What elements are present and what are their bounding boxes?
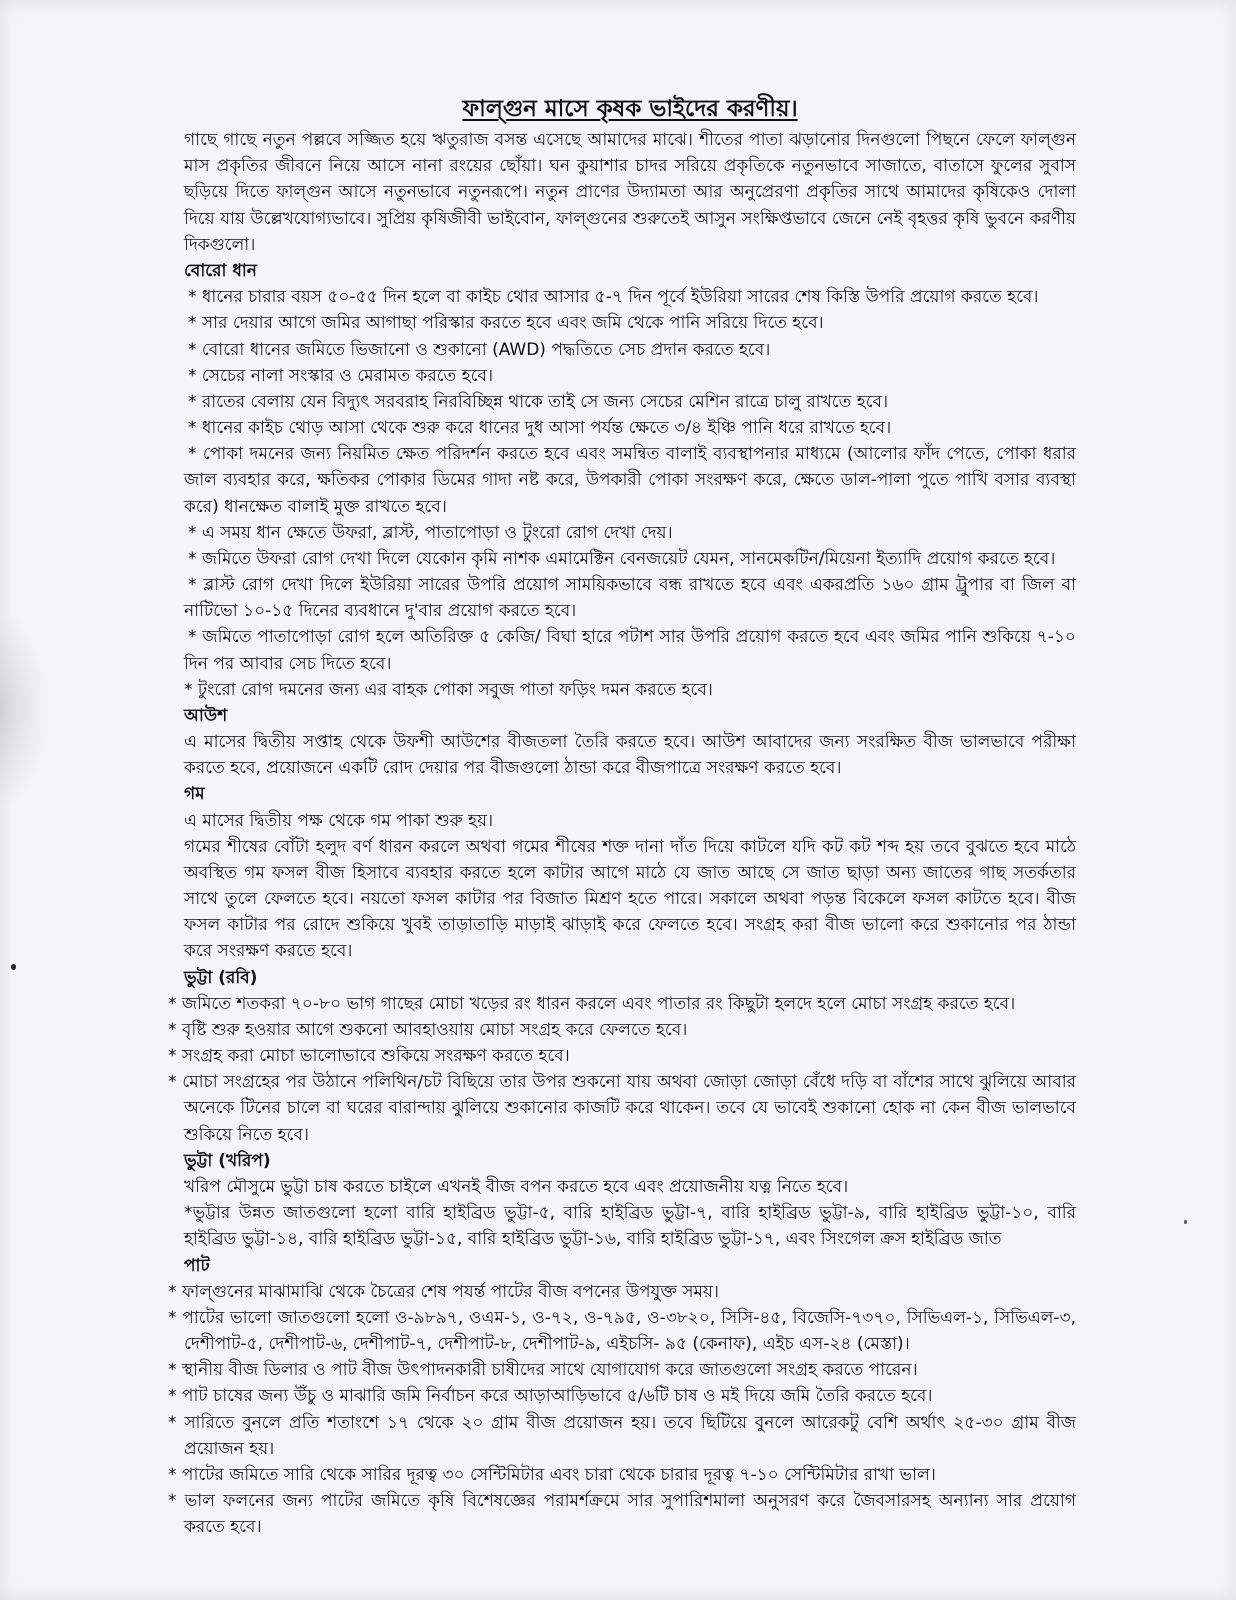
- boro-item: * সার দেয়ার আগে জমির আগাছা পরিস্কার করতে হবে এবং জমি থেকে পানি সরিয়ে দিতে হবে।: [188, 313, 824, 334]
- section-heading-jute: পাট: [184, 1255, 210, 1276]
- boro-item: * ধানের চারার বয়স ৫০-৫৫ দিন হলে বা কাইচ থোর আসার ৫-৭ দিন পূর্বে ইউরিয়া সারের শেষ কিস্তি উপরি প্রয়োগ করতে হবে।: [188, 287, 1039, 308]
- section-heading-maize-rabi: ভুট্টা (রবি): [184, 967, 258, 988]
- document-title: ফাল্গুন মাসে কৃষক ভাইদের করণীয়।: [462, 96, 798, 122]
- boro-item: * এ সময় ধান ক্ষেতে উফরা, ব্লাস্ট, পাতাপোড়া ও টুংরো রোগ দেখা দেয়।: [188, 522, 673, 543]
- jute-item: * সারিতে বুনলে প্রতি শতাংশে ১৭ থেকে ২০ গ্রাম বীজ প্রয়োজন হয়। তবে ছিটিয়ে বুনলে আরেকটু বেশি অর্থাৎ ২৫-৩০ গ্রাম বীজ প্রয়োজন হয়।: [168, 1412, 1076, 1459]
- section-heading-maize-kharif: ভুট্টা (খরিপ): [184, 1150, 271, 1171]
- maize-kharif-line: খরিপ মৌসুমে ভুট্টা চাষ করতে চাইলে এখনই বীজ বপন করতে হবে এবং প্রয়োজনীয় যত্ন নিতে হবে।: [184, 1177, 849, 1197]
- maize-rabi-item: * মোচা সংগ্রহের পর উঠানে পলিথিন/চট বিছিয়ে তার উপর শুকনো যায় অথবা জোড়া জোড়া বেঁধে দড়ি বা বাঁশের সাথে ঝুলিয়ে আবার অনেকে টিনের চালে বা ঘরের বারান্দায় ঝুলিয়ে শুকানোর কাজটি করে থাকেন। তবে যে ভাবেই শুকানো হোক না কেন বীজ ভালভাবে শুকিয়ে নিতে হবে।: [168, 1072, 1076, 1145]
- boro-item: * সেচের নালা সংস্কার ও মেরামত করতে হবে।: [188, 365, 494, 386]
- wheat-line: এ মাসের দ্বিতীয় পক্ষ থেকে গম পাকা শুরু হয়।: [184, 810, 494, 831]
- boro-item: * ধানের কাইচ থোড় আসা থেকে শুরু করে ধানের দুধ আসা পর্যন্ত ক্ষেতে ৩/৪ ইঞ্চি পানি ধরে রাখতে হবে।: [188, 418, 892, 439]
- scan-smudge: [0, 610, 50, 810]
- boro-item: * টুংরো রোগ দমনের জন্য এর বাহক পোকা সবুজ পাতা ফড়িং দমন করতে হবে।: [184, 679, 713, 700]
- jute-item: * স্থানীয় বীজ ডিলার ও পাট বীজ উৎপাদনকারী চাষীদের সাথে যোগাযোগ করে জাতগুলো সংগ্রহ করতে পারেন।: [168, 1360, 918, 1381]
- boro-item: * জমিতে পাতাপোড়া রোগ হলে অতিরিক্ত ৫ কেজি/ বিঘা হারে পটাশ সার উপরি প্রয়োগ করতে হবে এবং জমির পানি শুকিয়ে ৭-১০ দিন পর আবার সেচ দিতে হবে।: [184, 627, 1076, 674]
- boro-item: * পোকা দমনের জন্য নিয়মিত ক্ষেত পরিদর্শন করতে হবে এবং সমন্বিত বালাই ব্যবস্থাপনার মাধ্যমে (আলোর ফাঁদ পেতে, পোকা ধরার জাল ব্যবহার করে, ক্ষতিকর পোকার ডিমের গাদা নষ্ট করে, উপকারী পোকা সংরক্ষণ করে, ক্ষেতে ডাল-পালা পুতে পাখি বসার ব্যবস্থা করে) ধানক্ষেত বালাই মুক্ত রাখতে হবে।: [184, 444, 1076, 517]
- document-body: [168, 0, 1076, 1540]
- maize-rabi-item: * বৃষ্টি শুরু হওয়ার আগে শুকনো আবহাওয়ায় মোচা সংগ্রহ করে ফেলতে হবে।: [168, 1019, 688, 1040]
- maize-rabi-item: * সংগ্রহ করা মোচা ভালোভাবে শুকিয়ে সংরক্ষণ করতে হবে।: [168, 1046, 570, 1067]
- scan-dot: [11, 964, 16, 970]
- maize-kharif-varieties: *ভুট্টার উন্নত জাতগুলো হলো বারি হাইব্রিড ভুট্টা-৫, বারি হাইব্রিড ভুট্টা-৭, বারি হাইব্রিড ভুট্টা-৯, বারি হাইব্রিড ভুট্টা-১০, বারি হাইব্রিড ভুট্টা-১৪, বারি হাইব্রিড ভুট্টা-১৫, বারি হাইব্রিড ভুট্টা-১৬, বারি হাইব্রিড ভুট্টা-১৭, এবং সিংগেল ক্রস হাইব্রিড জাত: [184, 1203, 1076, 1250]
- boro-item: * ব্লাস্ট রোগ দেখা দিলে ইউরিয়া সারের উপরি প্রয়োগ সাময়িকভাবে বন্ধ রাখতে হবে এবং একরপ্রতি ১৬০ গ্রাম ট্রুপার বা জিল বা নাটিভো ১০-১৫ দিনের ব্যবধানে দু'বার প্রয়োগ করতে হবে।: [184, 575, 1076, 622]
- jute-item: * ভাল ফলনের জন্য পাটের জমিতে কৃষি বিশেষজ্ঞের পরামর্শক্রমে সার সুপারিশমালা অনুসরণ করে জৈবসারসহ অন্যান্য সার প্রয়োগ করতে হবে।: [168, 1491, 1076, 1538]
- section-heading-aus: আউশ: [184, 705, 228, 726]
- maize-rabi-item: * জমিতে শতকরা ৭০-৮০ ভাগ গাছের মোচা খড়ের রং ধারন করলে এবং পাতার রং কিছুটা হলদে হলে মোচা সংগ্রহ করতে হবে।: [168, 993, 1016, 1014]
- scan-dot: [1184, 1220, 1187, 1224]
- boro-item: * বোরো ধানের জমিতে ভিজানো ও শুকানো (AWD) পদ্ধতিতে সেচ প্রদান করতে হবে।: [188, 339, 771, 360]
- jute-item: * পাটের ভালো জাতগুলো হলো ও-৯৮৯৭, ওএম-১, ও-৭২, ও-৭৯৫, ও-৩৮২০, সিসি-৪৫, বিজেসি-৭৩৭০, সিভিএল-১, সিভিএল-৩, দেশীপাট-৫, দেশীপাট-৬, দেশীপাট-৭, দেশীপাট-৮, দেশীপাট-৯, এইচসি- ৯৫ (কেনাফ), এইচ এস-২৪ (মেস্তা)।: [168, 1307, 1076, 1355]
- wheat-paragraph: গমের শীষের বোঁটা হলুদ বর্ণ ধারন করলে অথবা গমের শীষের শক্ত দানা দাঁত দিয়ে কাটলে যদি কট কট শব্দ হয় তবে বুঝতে হবে মাঠে অবস্থিত গম ফসল বীজ হিসাবে ব্যবহার করতে হলে কাটার আগে মাঠে যে জাত আছে সে জাত ছাড়া অন্য জাতের গাছ সতর্কতার সাথে তুলে ফেলতে হবে। নয়তো ফসল কাটার পর বিজাত মিশ্রণ হতে পারে। সকালে অথবা পড়ন্ত বিকেলে ফসল কাটতে হবে। বীজ ফসল কাটার পর রোদে শুকিয়ে খুবই তাড়াতাড়ি মাড়াই ঝাড়াই করে ফেলতে হবে। সংগ্রহ করা বীজ ভালো করে শুকানোর পর ঠান্ডা করে সংরক্ষণ করতে হবে।: [184, 836, 1076, 962]
- aus-paragraph: এ মাসের দ্বিতীয় সপ্তাহ থেকে উফশী আউশের বীজতলা তৈরি করতে হবে। আউশ আবাদের জন্য সংরক্ষিত বীজ ভালভাবে পরীক্ষা করতে হবে, প্রয়োজনে একটি রোদ দেয়ার পর বীজগুলো ঠান্ডা করে বীজপাত্রে সংরক্ষণ করতে হবে।: [184, 732, 1076, 779]
- intro-paragraph: গাছে গাছে নতুন পল্লবে সজ্জিত হয়ে ঋতুরাজ বসন্ত এসেছে আমাদের মাঝে। শীতের পাতা ঝড়ানোর দিনগুলো পিছনে ফেলে ফাল্গুন মাস প্রকৃতির জীবনে নিয়ে আসে নানা রংয়ের ছোঁয়া। ঘন কুয়াশার চাদর সরিয়ে প্রকৃতিকে নতুনভাবে সাজাতে, বাতাসে ফুলের সুবাস ছড়িয়ে দিতে ফাল্গুন আসে নতুনভাবে নতুনরূপে। নতুন প্রাণের উদ্যামতা আর অনুপ্রেরণা প্রকৃতির সাথে আমাদের কৃষিকেও দোলা দিয়ে যায় উল্লেখযোগ্যভাবে। সুপ্রিয় কৃষিজীবী ভাইবোন, ফাল্গুনের শুরুতেই আসুন সংক্ষিপ্তভাবে জেনে নেই বৃহত্তর কৃষি ভুবনে করণীয় দিকগুলো।: [184, 130, 1076, 255]
- jute-item: * ফাল্গুনের মাঝামাঝি থেকে চৈত্রের শেষ পযর্ন্ত পাটের বীজ বপনের উপযুক্ত সময়।: [168, 1281, 719, 1302]
- section-heading-boro: বোরো ধান: [184, 260, 257, 281]
- boro-item: * জমিতে উফরা রোগ দেখা দিলে যেকোন কৃমি নাশক এমামেক্টিন বেনজয়েট যেমন, সানমেকটিন/মিয়েনা ইত্যাদি প্রয়োগ করতে হবে।: [188, 548, 1056, 569]
- section-heading-wheat: গম: [184, 784, 205, 805]
- jute-item: * পাট চাষের জন্য উঁচু ও মাঝারি জমি নির্বাচন করে আড়াআড়িভাবে ৫/৬টি চাষ ও মই দিয়ে জমি তৈরি করতে হবে।: [168, 1386, 933, 1407]
- jute-item: * পাটের জমিতে সারি থেকে সারির দূরত্ব ৩০ সেন্টিমিটার এবং চারা থেকে চারার দূরত্ব ৭-১০ সেন্টিমিটার রাখা ভাল।: [168, 1464, 936, 1485]
- boro-item: * রাতের বেলায় যেন বিদ্যুৎ সরবরাহ নিরবিচ্ছিন্ন থাকে তাই সে জন্য সেচের মেশিন রাত্রে চালু রাখতে হবে।: [188, 391, 889, 412]
